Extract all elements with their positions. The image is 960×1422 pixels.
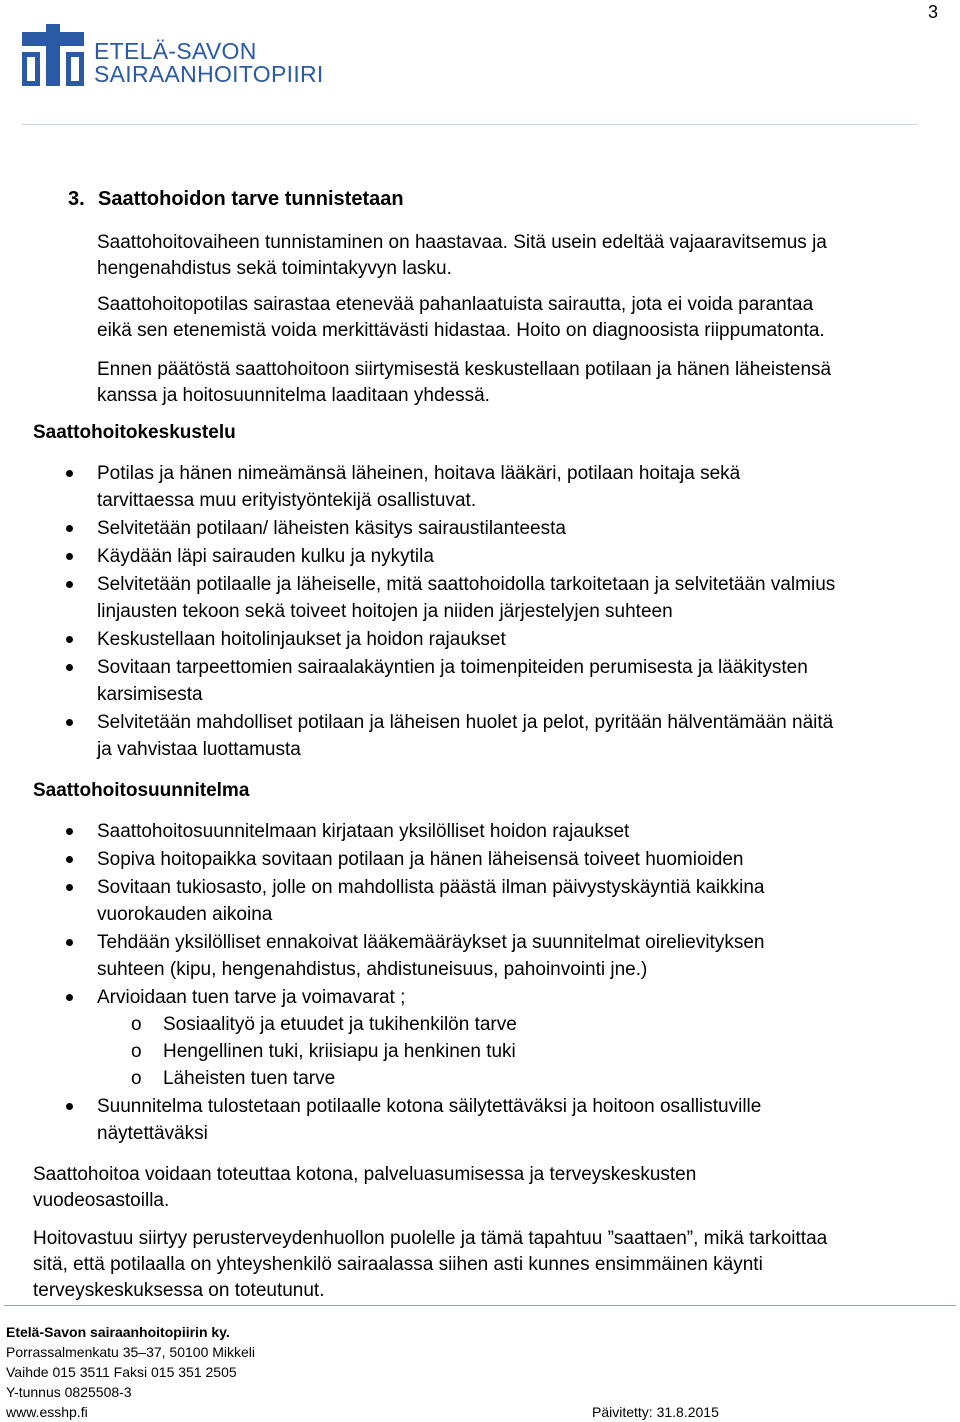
intro-paragraph	[97, 292, 825, 344]
sub-list-item: Hengellinen tuki, kriisiapu ja henkinen tuki	[163, 1041, 516, 1062]
list-item	[97, 571, 835, 625]
list-item	[97, 874, 764, 928]
footer-website[interactable]: www.esshp.fi	[6, 1404, 88, 1420]
heading-text: Saattohoidon tarve tunnistetaan	[98, 188, 404, 210]
sub-list-item: Sosiaalityö ja etuudet ja tukihenkilön tarve	[163, 1014, 517, 1035]
text-line: Potilas ja hänen nimeämänsä läheinen, hoitava lääkäri, potilaan hoitaja sekä	[97, 463, 741, 484]
text-line: Sopiva hoitopaikka sovitaan potilaan ja hänen läheisensä toiveet huomioiden	[97, 849, 744, 870]
footer-org: Etelä-Savon sairaanhoitopiirin ky.	[6, 1324, 230, 1340]
logo-line-1: ETELÄ-SAVON	[94, 38, 257, 64]
text-line: suhteen (kipu, hengenahdistus, ahdistuneisuus, pahoinvointi jne.)	[97, 959, 648, 980]
text-line: eikä sen etenemistä voida merkittävästi hidastaa. Hoito on diagnoosista riippumatonta.	[97, 320, 825, 341]
text-line: Saattohoitoa voidaan toteuttaa kotona, palveluasumisessa ja terveyskeskusten	[33, 1164, 697, 1185]
text-line: tarvittaessa muu erityistyöntekijä osallistuvat.	[97, 490, 477, 511]
text-line: Sovitaan tarpeettomien sairaalakäyntien ja toimenpiteiden perumisesta ja lääkitysten	[97, 657, 808, 678]
text-line: Keskustellaan hoitolinjaukset ja hoidon rajaukset	[97, 629, 506, 650]
closing-paragraph	[33, 1162, 696, 1214]
bullet-dot	[66, 856, 73, 863]
discussion-title: Saattohoitokeskustelu	[33, 422, 236, 443]
text-line: hengenahdistus sekä toimintakyvyn lasku.	[97, 258, 452, 279]
bullet-dot	[66, 994, 73, 1001]
bullet-dot	[66, 1103, 73, 1110]
text-line: vuorokauden aikoina	[97, 904, 273, 925]
page-number: 3	[927, 2, 938, 22]
footer-block	[6, 1322, 255, 1422]
text-line: Saattohoitovaiheen tunnistaminen on haastavaa. Sitä usein edeltää vajaaravitsemus ja	[97, 232, 827, 253]
text-line: terveyskeskuksessa on toteutunut.	[33, 1280, 325, 1301]
text-line: Selvitetään potilaan/ läheisten käsitys sairaustilanteesta	[97, 518, 566, 539]
text-line: Saattohoitopotilas sairastaa etenevää pahanlaatuista sairautta, jota ei voida parantaa	[97, 294, 814, 315]
text-line: Tehdään yksilölliset ennakoivat lääkemääräykset ja suunnitelmat oirelievityksen	[97, 932, 765, 953]
list-item	[97, 846, 743, 873]
list-item	[97, 1093, 761, 1147]
text-line: linjausten tekoon sekä toiveet hoitojen ja niiden järjestelyjen suhteen	[97, 601, 673, 622]
text-line: vuodeosastoilla.	[33, 1190, 170, 1211]
list-item	[97, 543, 434, 570]
bullet-dot	[66, 525, 73, 532]
text-line: Selvitetään potilaalle ja läheiselle, mitä saattohoidolla tarkoitetaan ja selvitetään valmius	[97, 574, 836, 595]
text-line: Suunnitelma tulostetaan potilaalle kotona säilytettäväksi ja hoitoon osallistuville	[97, 1096, 762, 1117]
text-line: näytettäväksi	[97, 1123, 208, 1144]
logo-wordmark	[94, 40, 324, 86]
list-item	[97, 654, 808, 708]
bullet-dot	[66, 939, 73, 946]
closing-paragraph	[33, 1226, 827, 1304]
bullet-dot	[66, 581, 73, 588]
heading-number: 3.	[68, 188, 85, 210]
list-item	[97, 515, 566, 542]
bullet-dot	[66, 664, 73, 671]
text-line: karsimisesta	[97, 684, 203, 705]
sub-bullet-marker: o	[131, 1068, 142, 1089]
text-line: Hoitovastuu siirtyy perusterveydenhuollon puolelle ja tämä tapahtuu ”saattaen”, mikä tarkoittaa	[33, 1228, 828, 1249]
section-heading	[68, 188, 404, 211]
sub-bullet-marker: o	[131, 1041, 142, 1062]
footer-divider	[4, 1305, 956, 1306]
intro-paragraph	[97, 230, 827, 282]
hospital-district-logo-icon	[22, 24, 84, 86]
list-item	[97, 984, 405, 1011]
footer-address: Porrassalmenkatu 35–37, 50100 Mikkeli	[6, 1344, 256, 1360]
text-line: Saattohoitosuunnitelmaan kirjataan yksilölliset hoidon rajaukset	[97, 821, 630, 842]
intro-paragraph	[97, 357, 831, 409]
text-line: Arvioidaan tuen tarve ja voimavarat ;	[97, 987, 406, 1008]
text-line: Käydään läpi sairauden kulku ja nykytila	[97, 546, 434, 567]
plan-title: Saattohoitosuunnitelma	[33, 780, 250, 801]
bullet-dot	[66, 470, 73, 477]
text-line: Ennen päätöstä saattohoitoon siirtymisestä keskustellaan potilaan ja hänen läheistensä	[97, 359, 832, 380]
list-item	[97, 626, 506, 653]
bullet-dot	[66, 719, 73, 726]
list-item	[97, 929, 764, 983]
footer-business-id: Y-tunnus 0825508-3	[6, 1384, 132, 1400]
text-line: kanssa ja hoitosuunnitelma laaditaan yhdessä.	[97, 385, 490, 406]
sub-bullet-marker: o	[131, 1014, 142, 1035]
list-item	[97, 818, 629, 845]
list-item	[97, 460, 740, 514]
text-line: Sovitaan tukiosasto, jolle on mahdollista päästä ilman päivystyskäyntiä kaikkina	[97, 877, 765, 898]
footer-phone: Vaihde 015 3511 Faksi 015 351 2505	[6, 1364, 237, 1380]
bullet-dot	[66, 553, 73, 560]
sub-list-item: Läheisten tuen tarve	[163, 1068, 336, 1089]
header-divider	[22, 124, 918, 125]
logo-line-2: SAIRAANHOITOPIIRI	[94, 61, 324, 87]
text-line: sitä, että potilaalla on yhteyshenkilö sairaalassa siihen asti kunnes ensimmäinen käynti	[33, 1254, 763, 1275]
list-item	[97, 709, 833, 763]
footer-updated: Päivitetty: 31.8.2015	[592, 1404, 719, 1420]
bullet-dot	[66, 828, 73, 835]
bullet-dot	[66, 884, 73, 891]
text-line: ja vahvistaa luottamusta	[97, 739, 301, 760]
bullet-dot	[66, 636, 73, 643]
text-line: Selvitetään mahdolliset potilaan ja läheisen huolet ja pelot, pyritään hälventämään näitä	[97, 712, 834, 733]
